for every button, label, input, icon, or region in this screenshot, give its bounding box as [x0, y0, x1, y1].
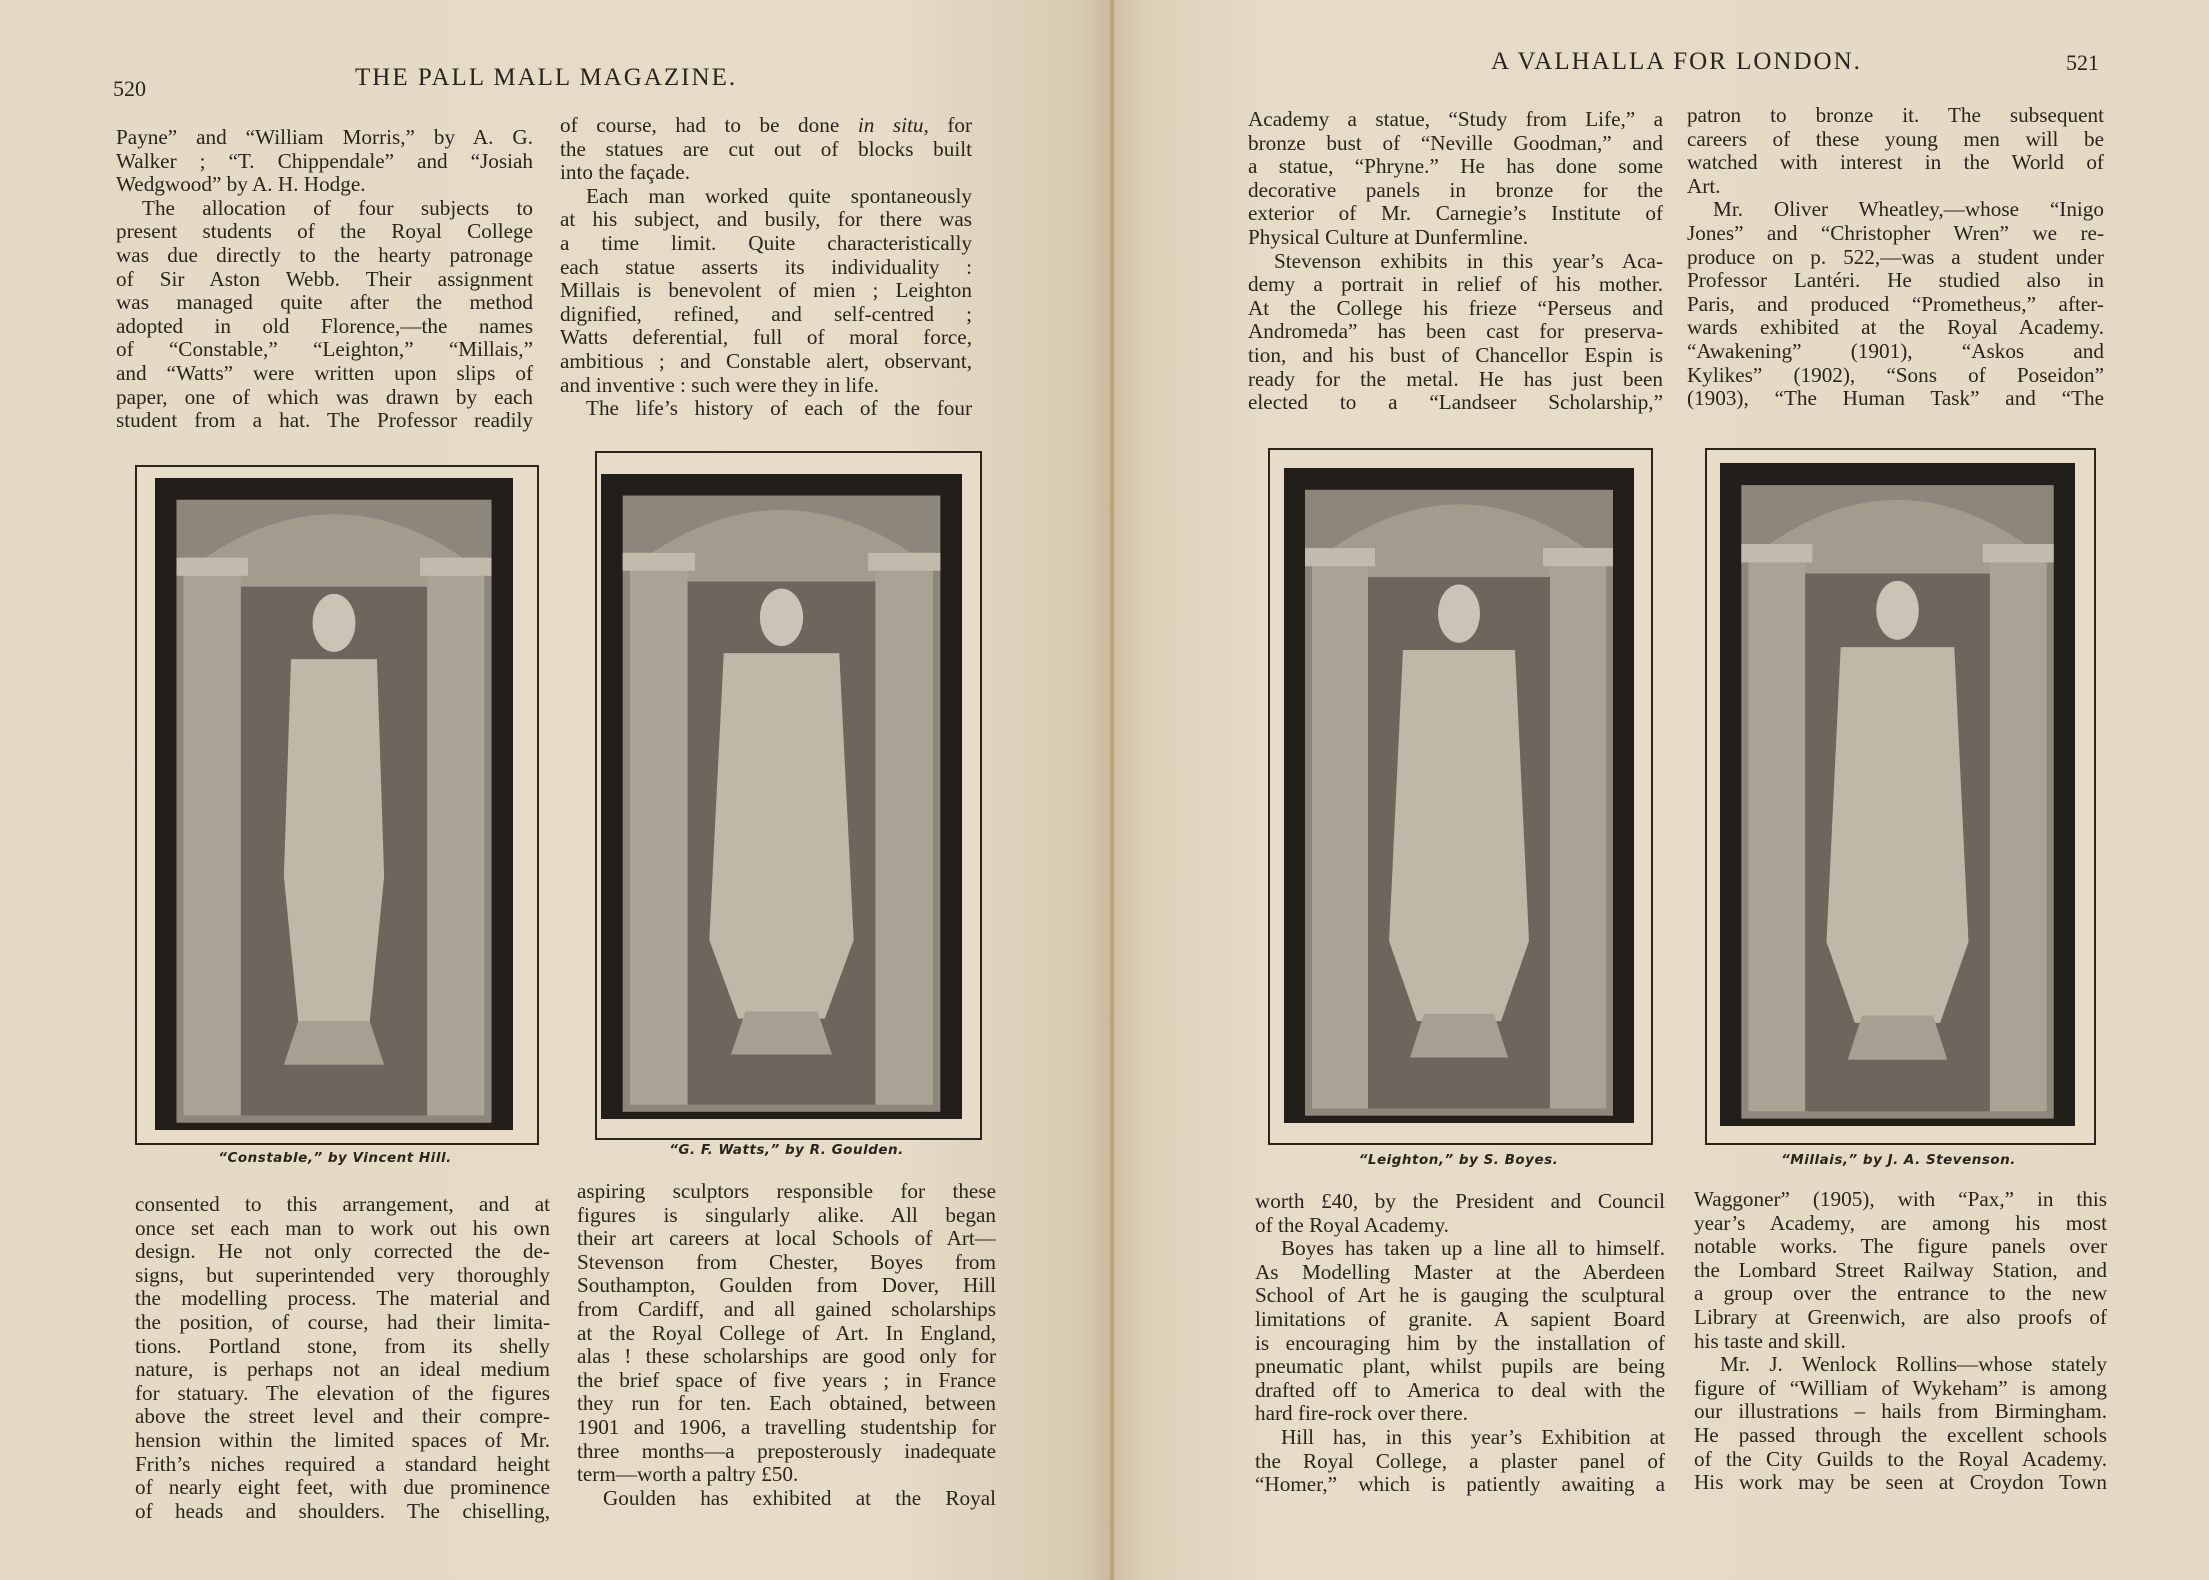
text-line: the position, of course, had their limita-	[135, 1310, 550, 1334]
text-line: Kylikes” (1902), “Sons of Poseidon”	[1687, 363, 2104, 387]
text-line: above the street level and their compre-	[135, 1405, 550, 1429]
text-line: the Lombard Street Railway Station, and	[1694, 1258, 2107, 1282]
text-line: Paris, and produced “Prometheus,” after-	[1687, 292, 2104, 316]
text-line: of the City Guilds to the Royal Academy.	[1694, 1447, 2107, 1471]
text-line: is encouraging him by the installation of	[1255, 1331, 1665, 1355]
text-line: into the façade.	[560, 161, 691, 185]
book-gutter	[1110, 0, 1114, 1580]
text-line: notable works. The figure panels over	[1694, 1235, 2107, 1259]
text-line: limitations of granite. A sapient Board	[1255, 1307, 1665, 1331]
statue-head	[760, 589, 803, 646]
text-line: The allocation of four subjects to	[142, 196, 533, 220]
text-line: the modelling process. The material and	[135, 1287, 550, 1311]
left-column-1-bottom	[135, 1193, 550, 1523]
left-column-2-bottom	[577, 1180, 996, 1510]
text-line: alas ! these scholarships are good only for	[577, 1345, 996, 1369]
left-capital	[623, 553, 695, 571]
text-line: aspiring sculptors responsible for these	[577, 1180, 996, 1203]
statue-head	[1438, 584, 1480, 642]
text-line: Goulden has exhibited at the Royal	[603, 1486, 996, 1510]
statue-photo-constable	[155, 478, 513, 1130]
text-line: a time limit. Quite characteristically	[560, 231, 972, 255]
text-line: Professor Lantéri. He studied also in	[1687, 269, 2104, 293]
text-line: pneumatic plant, whilst pupils are being	[1255, 1355, 1665, 1379]
text-line: at the Royal College of Art. In England,	[577, 1321, 996, 1345]
text-line: of course, had to be done in situ, for	[560, 114, 972, 137]
text-line: term—worth a paltry £50.	[577, 1463, 799, 1487]
text-line: figure of “William of Wykeham” is among	[1694, 1376, 2107, 1400]
right-pilaster	[875, 553, 933, 1105]
text-line: student from a hat. The Professor readily	[116, 409, 533, 433]
text-line: for statuary. The elevation of the figures	[135, 1381, 550, 1405]
text-line: exterior of Mr. Carnegie’s Institute of	[1248, 202, 1663, 226]
text-line: signs, but superintended very thoroughly	[135, 1263, 550, 1287]
statue-body	[709, 653, 853, 1019]
text-line: Hill has, in this year’s Exhibition at	[1281, 1425, 1665, 1449]
text-line: was due directly to the hearty patronage	[116, 243, 533, 267]
text-line: Payne” and “William Morris,” by A. G.	[116, 126, 533, 149]
left-capital	[176, 558, 248, 576]
text-line: paper, one of which was drawn by each	[116, 385, 533, 409]
text-line: As Modelling Master at the Aberdeen	[1255, 1260, 1665, 1284]
text-line: adopted in old Florence,—the names	[116, 314, 533, 338]
text-line: Library at Greenwich, are also proofs of	[1694, 1305, 2107, 1329]
text-line: they run for ten. Each obtained, between	[577, 1392, 996, 1416]
text-line: year’s Academy, are among his most	[1694, 1211, 2107, 1235]
text-line: at his subject, and busily, for there was	[560, 208, 972, 232]
text-line: Southampton, Goulden from Dover, Hill	[577, 1274, 996, 1298]
text-line: School of Art he is gauging the sculptural	[1255, 1284, 1665, 1308]
page-number-left: 520	[113, 76, 146, 101]
left-pilaster	[630, 553, 688, 1105]
text-line: worth £40, by the President and Council	[1255, 1190, 1665, 1213]
right-column-2-bottom	[1694, 1188, 2107, 1495]
left-capital	[1305, 548, 1375, 566]
left-column-1-top	[116, 126, 533, 433]
statue-body	[284, 659, 384, 1021]
text-line: Frith’s niches required a standard height	[135, 1452, 550, 1476]
text-line: ambitious ; and Constable alert, observant,	[560, 349, 972, 373]
text-line: of Sir Aston Webb. Their assignment	[116, 267, 533, 291]
text-line: the Royal College, a plaster panel of	[1255, 1449, 1665, 1473]
statue-body	[1389, 650, 1529, 1021]
text-line: wards exhibited at the Royal Academy.	[1687, 316, 2104, 340]
text-line: “Homer,” which is patiently awaiting a	[1255, 1473, 1665, 1497]
text-line: Boyes has taken up a line all to himself.	[1281, 1237, 1665, 1261]
text-line: each statue asserts its individuality :	[560, 255, 972, 279]
text-line: Walker ; “T. Chippendale” and “Josiah	[116, 149, 533, 173]
text-line: of heads and shoulders. The chiselling,	[135, 1499, 550, 1523]
text-line: tions. Portland stone, from its shelly	[135, 1334, 550, 1358]
right-column-1-bottom	[1255, 1190, 1665, 1497]
statue-photo-watts	[601, 474, 962, 1119]
text-line: careers of these young men will be	[1687, 127, 2104, 151]
left-pilaster	[1748, 544, 1805, 1111]
text-line: At the College his frieze “Perseus and	[1248, 296, 1663, 320]
text-line: our illustrations – hails from Birmingham.	[1694, 1400, 2107, 1424]
right-pilaster	[1550, 548, 1606, 1108]
left-capital	[1741, 544, 1812, 562]
text-line: and “Watts” were written upon slips of	[116, 361, 533, 385]
text-line: dignified, refined, and self-centred ;	[560, 302, 972, 326]
text-line: the statues are cut out of blocks built	[560, 137, 972, 161]
text-line: Stevenson from Chester, Boyes from	[577, 1250, 996, 1274]
text-line: present students of the Royal College	[116, 220, 533, 244]
italic-phrase: in situ,	[857, 114, 929, 137]
text-line: drafted off to America to deal with the	[1255, 1378, 1665, 1402]
statue-pedestal	[284, 1021, 384, 1064]
text-line: Stevenson exhibits in this year’s Aca-	[1274, 249, 1663, 273]
text-line: Andromeda” has been cast for preserva-	[1248, 320, 1663, 344]
text-line: a statue, “Phryne.” He has done some	[1248, 155, 1663, 179]
text-line: three months—a preposterously inadequate	[577, 1439, 996, 1463]
text-line: consented to this arrangement, and at	[135, 1193, 550, 1216]
text-line: Mr. J. Wenlock Rollins—whose stately	[1720, 1353, 2107, 1377]
statue-head	[1876, 581, 1919, 640]
right-column-1-top	[1248, 108, 1663, 415]
text-line: Wedgwood” by A. H. Hodge.	[116, 173, 366, 197]
statue-pedestal	[1410, 1014, 1508, 1058]
right-column-2-top	[1687, 104, 2104, 411]
text-line: Physical Culture at Dunfermline.	[1248, 225, 1529, 249]
left-pilaster	[184, 558, 241, 1116]
text-line: The life’s history of each of the four	[586, 397, 972, 421]
figure-caption-leighton: “Leighton,” by S. Boyes.	[1358, 1152, 1559, 1168]
text-line: and inventive : such were they in life.	[560, 373, 879, 397]
text-line: Millais is benevolent of mien ; Leighton	[560, 279, 972, 303]
text-line: nature, is perhaps not an ideal medium	[135, 1358, 550, 1382]
right-capital	[1543, 548, 1613, 566]
right-capital	[420, 558, 492, 576]
text-line: once set each man to work out his own	[135, 1216, 550, 1240]
text-line: hension within the limited spaces of Mr.	[135, 1428, 550, 1452]
text-line: was managed quite after the method	[116, 291, 533, 315]
left-pilaster	[1312, 548, 1368, 1108]
text-line: Waggoner” (1905), with “Pax,” in this	[1694, 1188, 2107, 1211]
text-line: demy a portrait in relief of his mother.	[1248, 273, 1663, 297]
text-line: their art careers at local Schools of Art—	[577, 1227, 996, 1251]
running-head-right: A VALHALLA FOR LONDON.	[1491, 48, 1862, 75]
text-line: tion, and his bust of Chancellor Espin is	[1248, 343, 1663, 367]
figure-caption-watts: “G. F. Watts,” by R. Goulden.	[669, 1142, 904, 1158]
page-number-right: 521	[2066, 50, 2099, 75]
statue-pedestal	[731, 1012, 832, 1055]
text-line: Academy a statue, “Study from Life,” a	[1248, 108, 1663, 131]
text-line: figures is singularly alike. All began	[577, 1203, 996, 1227]
text-line: “Awakening” (1901), “Askos and	[1687, 339, 2104, 363]
figure-caption-millais: “Millais,” by J. A. Stevenson.	[1781, 1152, 2016, 1168]
text-line: ready for the metal. He has just been	[1248, 367, 1663, 391]
text-line: from Cardiff, and all gained scholarships	[577, 1297, 996, 1321]
text-line: Art.	[1687, 174, 1721, 198]
figure-caption-constable: “Constable,” by Vincent Hill.	[218, 1150, 452, 1166]
text-line: of “Constable,” “Leighton,” “Millais,”	[116, 338, 533, 362]
text-line: his taste and skill.	[1694, 1329, 1846, 1353]
text-line: watched with interest in the World of	[1687, 151, 2104, 175]
right-capital	[1983, 544, 2054, 562]
text-line: patron to bronze it. The subsequent	[1687, 104, 2104, 127]
text-line: a group over the entrance to the new	[1694, 1282, 2107, 1306]
text-line: design. He not only corrected the de-	[135, 1240, 550, 1264]
right-pilaster	[427, 558, 484, 1116]
text-line: His work may be seen at Croydon Town	[1694, 1471, 2107, 1495]
text-line: bronze bust of “Neville Goodman,” and	[1248, 131, 1663, 155]
text-line: of nearly eight feet, with due prominence	[135, 1476, 550, 1500]
statue-photo-millais	[1720, 463, 2075, 1126]
statue-body	[1827, 647, 1969, 1023]
text-line: the brief space of five years ; in France	[577, 1368, 996, 1392]
text-line: Jones” and “Christopher Wren” we re-	[1687, 221, 2104, 245]
text-line: decorative panels in bronze for the	[1248, 178, 1663, 202]
running-head-left: THE PALL MALL MAGAZINE.	[355, 64, 738, 91]
text-line: elected to a “Landseer Scholarship,”	[1248, 391, 1663, 415]
statue-head	[313, 594, 356, 652]
text-line: (1903), “The Human Task” and “The	[1687, 387, 2104, 411]
right-capital	[868, 553, 940, 571]
text-line: He passed through the excellent schools	[1694, 1423, 2107, 1447]
text-line: Each man worked quite spontaneously	[586, 184, 972, 208]
left-column-2-top	[560, 114, 972, 421]
text-line: of the Royal Academy.	[1255, 1213, 1449, 1237]
text-line: hard fire-rock over there.	[1255, 1402, 1468, 1426]
text-line: Watts deferential, full of moral force,	[560, 326, 972, 350]
text-line: Mr. Oliver Wheatley,—whose “Inigo	[1713, 198, 2104, 222]
text-line: 1901 and 1906, a travelling studentship for	[577, 1415, 996, 1439]
right-pilaster	[1990, 544, 2047, 1111]
statue-photo-leighton	[1284, 468, 1634, 1123]
text-line: produce on p. 522,—was a student under	[1687, 245, 2104, 269]
statue-pedestal	[1848, 1016, 1947, 1060]
